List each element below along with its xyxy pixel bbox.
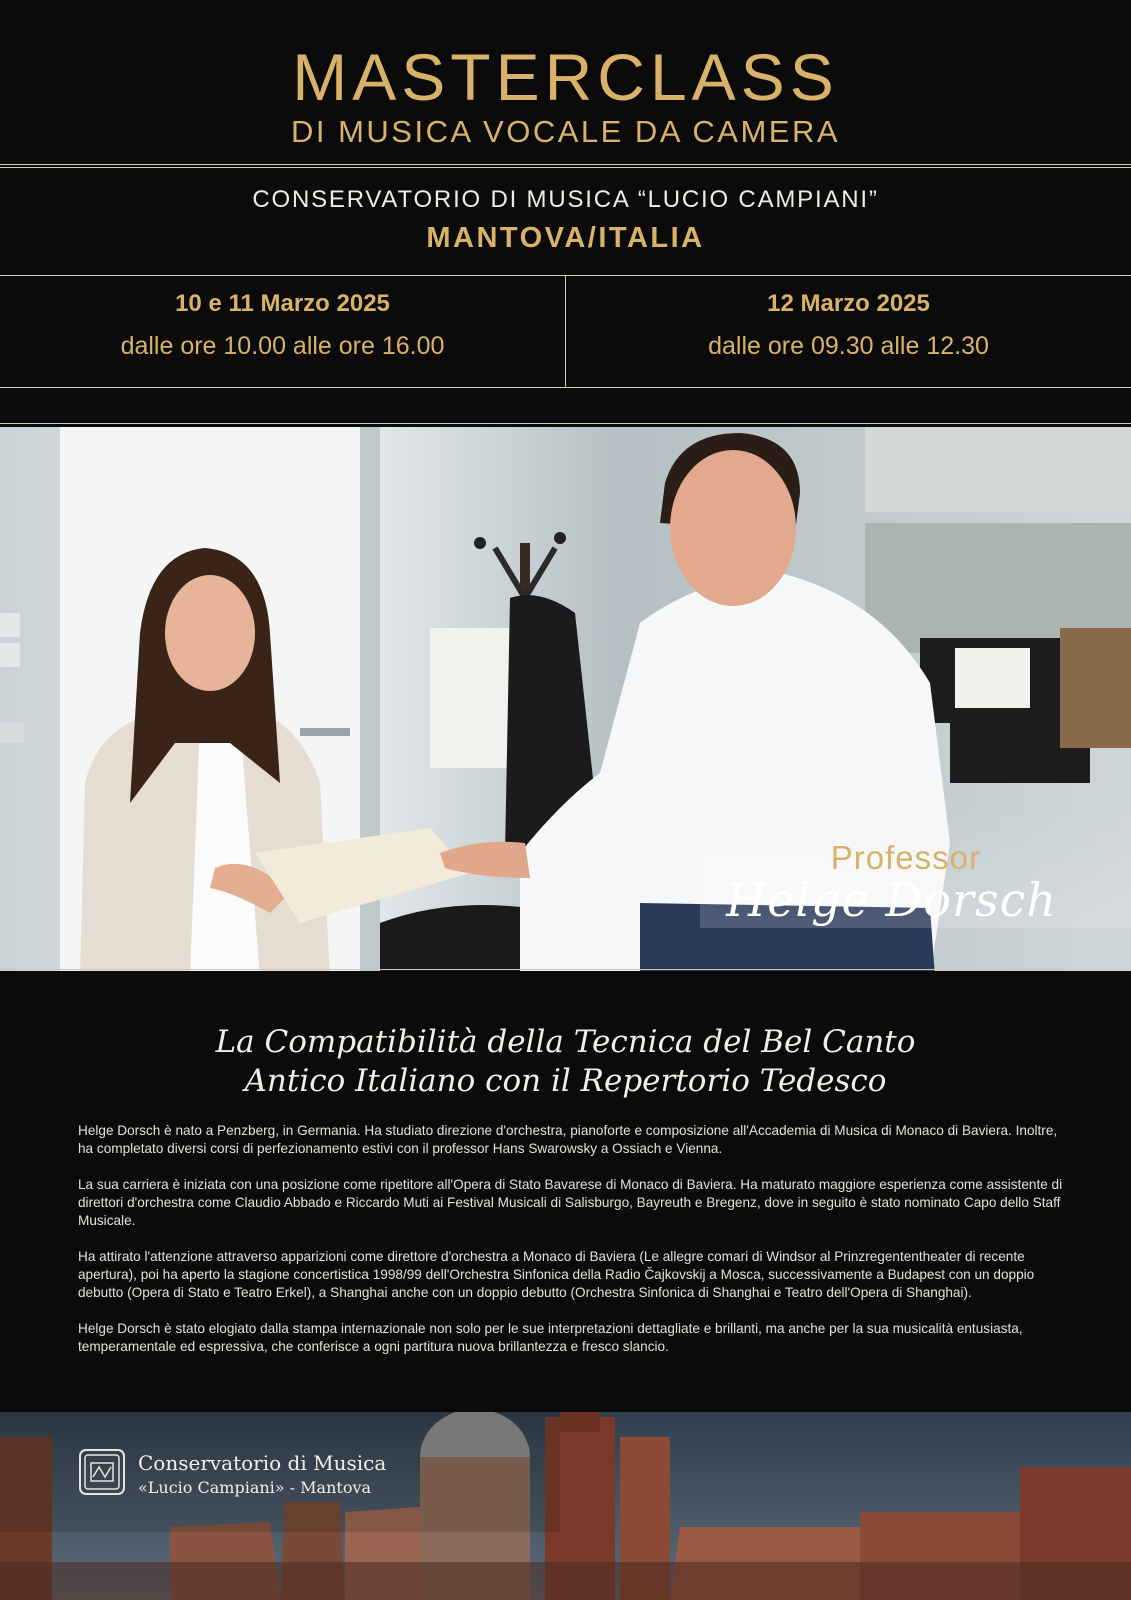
bio-paragraph: Ha attirato l'attenzione attraverso apparizioni come direttore d'orchestra a Monaco di Baviera (Le allegre comari di Windsor al Prinzregententheater di recente apertura), poi ha aperto la stagione concertistica 1998/99 dell'Orchestra Sinfonica della Radio Čajkovskij a Mosca, successivamente a Budapest con un doppio debutto (Opera di Stato e Teatro Erkel), a Shanghai anche con un doppio debutto (Orchestra Sinfonica di Shanghai e Teatro dell'Opera di Shanghai). [78, 1249, 1035, 1300]
professor-name: Helge Dorsch [726, 873, 1057, 927]
city-skyline-image [0, 1412, 1131, 1600]
schedule-time: dalle ore 10.00 alle ore 16.00 [120, 332, 445, 360]
lecture-title-line-2: Antico Italiano con il Repertorio Tedesco [244, 1063, 887, 1099]
event-subtitle: DI MUSICA VOCALE DA CAMERA [290, 114, 841, 149]
conservatory-location: «Lucio Campiani» - Mantova [138, 1478, 372, 1497]
venue-city: MANTOVA/ITALIA [426, 222, 705, 254]
divider [0, 164, 1131, 165]
divider [0, 387, 1131, 388]
event-title: MASTERCLASS [292, 40, 839, 114]
bio-paragraph: Helge Dorsch è stato elogiato dalla stampa internazionale non solo per le sue interpretazioni dettagliate e brillanti, ma anche per la sua musicalità entusiasta, temperamentale ed espressiva, che conferisce a ogni partitura nuova brillantezza e fresco slancio. [78, 1321, 1023, 1354]
professor-label: Professor [830, 839, 981, 876]
venue-name: CONSERVATORIO DI MUSICA “LUCIO CAMPIANI” [252, 186, 879, 213]
bio-paragraph: Helge Dorsch è nato a Penzberg, in Germania. Ha studiato direzione d'orchestra, pianoforte e composizione all'Accademia di Musica di Monaco di Baviera. Inoltre, ha completato diversi corsi di perfezionamento estivi con il professor Hans Swarowsky a Ossiach e Vienna. [78, 1123, 1058, 1156]
divider [0, 167, 1131, 168]
biography [78, 1122, 1064, 1374]
conservatory-name: Conservatorio di Musica [138, 1451, 387, 1475]
schedule-day-1 [0, 276, 565, 386]
schedule-time: dalle ore 09.30 alle 12.30 [708, 332, 989, 360]
skyline-illustration [0, 1412, 1131, 1600]
conservatory-logo-icon [79, 1449, 125, 1495]
lecture-title-line-1: La Compatibilità della Tecnica del Bel Canto [215, 1024, 916, 1060]
bio-paragraph: La sua carriera è iniziata con una posizione come ripetitore all'Opera di Stato Bavarese di Monaco di Baviera. Ha maturato maggiore esperienza come assistente di direttori d'orchestra come Claudio Abbado e Riccardo Muti ai Festival Musicali di Salisburgo, Bayreuth e Bregenz, dove in seguito è stato nominato Capo dello Staff Musicale. [78, 1177, 1063, 1228]
schedule-date: 12 Marzo 2025 [767, 290, 930, 317]
masterclass-photo [0, 423, 1131, 977]
schedule-date: 10 e 11 Marzo 2025 [175, 290, 390, 317]
schedule-day-2 [566, 276, 1131, 386]
